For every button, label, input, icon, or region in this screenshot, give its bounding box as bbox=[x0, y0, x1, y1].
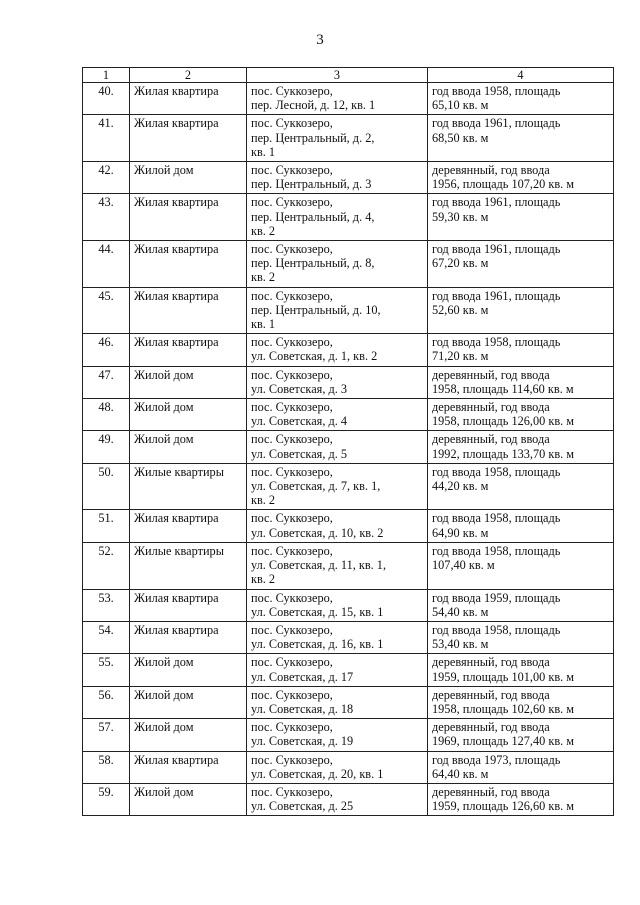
row-number: 59. bbox=[83, 783, 130, 815]
description-line: год ввода 1958, площадь bbox=[432, 622, 561, 637]
row-number: 49. bbox=[83, 431, 130, 463]
object-type: Жилая квартира bbox=[130, 589, 247, 621]
address-line: пос. Суккозеро, bbox=[251, 116, 333, 131]
row-number: 48. bbox=[83, 399, 130, 431]
address-line: пер. Центральный, д. 4, bbox=[251, 209, 375, 224]
object-type: Жилая квартира bbox=[130, 751, 247, 783]
table-row bbox=[83, 83, 614, 115]
table-row bbox=[83, 115, 614, 162]
address-line: пос. Суккозеро, bbox=[251, 543, 333, 558]
page-number: 3 bbox=[316, 32, 324, 48]
description-line: 1959, площадь 126,60 кв. м bbox=[432, 799, 575, 814]
description-line: год ввода 1961, площадь bbox=[432, 242, 561, 257]
description-line: 1956, площадь 107,20 кв. м bbox=[432, 177, 575, 192]
description-line: 52,60 кв. м bbox=[432, 302, 489, 317]
address-line: пер. Центральный, д. 8, bbox=[251, 256, 375, 271]
row-number: 41. bbox=[83, 115, 130, 162]
table-header-row bbox=[83, 68, 614, 83]
object-type: Жилая квартира bbox=[130, 241, 247, 288]
header-cell-4: 4 bbox=[428, 68, 614, 83]
description-line: 68,50 кв. м bbox=[432, 130, 489, 145]
table-row bbox=[83, 542, 614, 589]
table-row bbox=[83, 751, 614, 783]
object-description bbox=[428, 366, 614, 398]
description-line: 1958, площадь 114,60 кв. м bbox=[432, 381, 574, 396]
description-line: 107,40 кв. м bbox=[432, 558, 495, 573]
object-description bbox=[428, 83, 614, 115]
object-address bbox=[247, 751, 428, 783]
header-cell-2: 2 bbox=[130, 68, 247, 83]
address-line: кв. 2 bbox=[251, 270, 276, 285]
object-address bbox=[247, 621, 428, 653]
object-type: Жилая квартира bbox=[130, 334, 247, 366]
address-line: пос. Суккозеро, bbox=[251, 288, 333, 303]
object-address bbox=[247, 334, 428, 366]
object-type: Жилой дом bbox=[130, 366, 247, 398]
object-description bbox=[428, 241, 614, 288]
description-line: 1992, площадь 133,70 кв. м bbox=[432, 446, 575, 461]
address-line: пос. Суккозеро, bbox=[251, 400, 333, 415]
row-number: 42. bbox=[83, 162, 130, 194]
address-line: пер. Центральный, д. 10, bbox=[251, 302, 381, 317]
table-row bbox=[83, 621, 614, 653]
object-description bbox=[428, 287, 614, 334]
address-line: пос. Суккозеро, bbox=[251, 622, 333, 637]
row-number: 58. bbox=[83, 751, 130, 783]
address-line: ул. Советская, д. 16, кв. 1 bbox=[251, 637, 384, 652]
table-row bbox=[83, 287, 614, 334]
row-number: 45. bbox=[83, 287, 130, 334]
object-description bbox=[428, 463, 614, 510]
table-row bbox=[83, 241, 614, 288]
table-row bbox=[83, 431, 614, 463]
description-line: деревянный, год ввода bbox=[432, 163, 550, 178]
description-line: 64,90 кв. м bbox=[432, 525, 489, 540]
description-line: деревянный, год ввода bbox=[432, 655, 550, 670]
description-line: 1958, площадь 102,60 кв. м bbox=[432, 701, 575, 716]
table-row bbox=[83, 399, 614, 431]
header-cell-1: 1 bbox=[83, 68, 130, 83]
description-line: 59,30 кв. м bbox=[432, 209, 489, 224]
table-row bbox=[83, 589, 614, 621]
description-line: год ввода 1961, площадь bbox=[432, 288, 561, 303]
address-line: пос. Суккозеро, bbox=[251, 590, 333, 605]
description-line: год ввода 1958, площадь bbox=[432, 511, 561, 526]
object-address bbox=[247, 366, 428, 398]
object-description bbox=[428, 162, 614, 194]
object-address bbox=[247, 241, 428, 288]
table-row bbox=[83, 194, 614, 241]
address-line: кв. 1 bbox=[251, 317, 276, 332]
row-number: 56. bbox=[83, 686, 130, 718]
row-number: 51. bbox=[83, 510, 130, 542]
row-number: 43. bbox=[83, 194, 130, 241]
address-line: ул. Советская, д. 7, кв. 1, bbox=[251, 479, 381, 494]
address-line: пер. Лесной, д. 12, кв. 1 bbox=[251, 98, 376, 113]
row-number: 53. bbox=[83, 589, 130, 621]
object-address bbox=[247, 194, 428, 241]
object-type: Жилой дом bbox=[130, 162, 247, 194]
row-number: 40. bbox=[83, 83, 130, 115]
object-address bbox=[247, 589, 428, 621]
description-line: год ввода 1958, площадь bbox=[432, 84, 561, 98]
object-description bbox=[428, 686, 614, 718]
object-description bbox=[428, 115, 614, 162]
object-type: Жилой дом bbox=[130, 399, 247, 431]
object-type: Жилая квартира bbox=[130, 115, 247, 162]
address-line: кв. 2 bbox=[251, 572, 276, 587]
description-line: 1958, площадь 126,00 кв. м bbox=[432, 414, 575, 429]
address-line: пос. Суккозеро, bbox=[251, 511, 333, 526]
object-type: Жилая квартира bbox=[130, 510, 247, 542]
object-address bbox=[247, 654, 428, 686]
object-type: Жилой дом bbox=[130, 783, 247, 815]
object-description bbox=[428, 334, 614, 366]
address-line: пос. Суккозеро, bbox=[251, 335, 333, 350]
object-address bbox=[247, 686, 428, 718]
row-number: 44. bbox=[83, 241, 130, 288]
description-line: деревянный, год ввода bbox=[432, 400, 550, 415]
object-type: Жилая квартира bbox=[130, 621, 247, 653]
object-type: Жилой дом bbox=[130, 686, 247, 718]
description-line: год ввода 1961, площадь bbox=[432, 195, 561, 210]
address-line: пер. Центральный, д. 2, bbox=[251, 130, 375, 145]
object-type: Жилые квартиры bbox=[130, 463, 247, 510]
description-line: деревянный, год ввода bbox=[432, 432, 550, 447]
table-row bbox=[83, 654, 614, 686]
row-number: 55. bbox=[83, 654, 130, 686]
address-line: ул. Советская, д. 11, кв. 1, bbox=[251, 558, 387, 573]
table-row bbox=[83, 162, 614, 194]
object-address bbox=[247, 399, 428, 431]
description-line: 1959, площадь 101,00 кв. м bbox=[432, 669, 575, 684]
description-line: год ввода 1961, площадь bbox=[432, 116, 561, 131]
address-line: пос. Суккозеро, bbox=[251, 163, 333, 178]
object-address bbox=[247, 115, 428, 162]
header-cell-3: 3 bbox=[247, 68, 428, 83]
description-line: год ввода 1958, площадь bbox=[432, 543, 561, 558]
description-line: год ввода 1958, площадь bbox=[432, 335, 561, 350]
address-line: пос. Суккозеро, bbox=[251, 432, 333, 447]
row-number: 57. bbox=[83, 719, 130, 751]
row-number: 50. bbox=[83, 463, 130, 510]
table-row bbox=[83, 719, 614, 751]
address-line: ул. Советская, д. 5 bbox=[251, 446, 348, 461]
object-address bbox=[247, 463, 428, 510]
address-line: пос. Суккозеро, bbox=[251, 464, 333, 479]
address-line: ул. Советская, д. 10, кв. 2 bbox=[251, 525, 384, 540]
row-number: 46. bbox=[83, 334, 130, 366]
row-number: 52. bbox=[83, 542, 130, 589]
object-description bbox=[428, 783, 614, 815]
object-address bbox=[247, 510, 428, 542]
description-line: деревянный, год ввода bbox=[432, 784, 550, 799]
description-line: год ввода 1973, площадь bbox=[432, 752, 561, 767]
description-line: 71,20 кв. м bbox=[432, 349, 489, 364]
address-line: пос. Суккозеро, bbox=[251, 84, 333, 98]
description-line: 53,40 кв. м bbox=[432, 637, 489, 652]
address-line: пос. Суккозеро, bbox=[251, 655, 333, 670]
address-line: ул. Советская, д. 1, кв. 2 bbox=[251, 349, 378, 364]
object-type: Жилой дом bbox=[130, 719, 247, 751]
object-description bbox=[428, 510, 614, 542]
address-line: ул. Советская, д. 4 bbox=[251, 414, 348, 429]
address-line: кв. 1 bbox=[251, 144, 276, 159]
object-description bbox=[428, 621, 614, 653]
address-line: ул. Советская, д. 19 bbox=[251, 734, 354, 749]
description-line: 64,40 кв. м bbox=[432, 766, 489, 781]
address-line: пос. Суккозеро, bbox=[251, 784, 333, 799]
address-line: пос. Суккозеро, bbox=[251, 367, 333, 382]
object-description bbox=[428, 399, 614, 431]
address-line: ул. Советская, д. 3 bbox=[251, 381, 348, 396]
description-line: год ввода 1959, площадь bbox=[432, 590, 561, 605]
object-address bbox=[247, 162, 428, 194]
object-description bbox=[428, 751, 614, 783]
address-line: пос. Суккозеро, bbox=[251, 752, 333, 767]
object-description bbox=[428, 542, 614, 589]
object-address bbox=[247, 431, 428, 463]
address-line: ул. Советская, д. 17 bbox=[251, 669, 354, 684]
object-address bbox=[247, 287, 428, 334]
object-address bbox=[247, 83, 428, 115]
address-line: пос. Суккозеро, bbox=[251, 242, 333, 257]
object-type: Жилая квартира bbox=[130, 287, 247, 334]
address-line: кв. 2 bbox=[251, 223, 276, 238]
address-line: ул. Советская, д. 25 bbox=[251, 799, 354, 814]
description-line: деревянный, год ввода bbox=[432, 720, 550, 735]
description-line: 54,40 кв. м bbox=[432, 604, 489, 619]
table-row bbox=[83, 366, 614, 398]
object-type: Жилые квартиры bbox=[130, 542, 247, 589]
row-number: 54. bbox=[83, 621, 130, 653]
row-number: 47. bbox=[83, 366, 130, 398]
object-type: Жилая квартира bbox=[130, 194, 247, 241]
object-type: Жилая квартира bbox=[130, 83, 247, 115]
description-line: 44,20 кв. м bbox=[432, 479, 489, 494]
address-line: ул. Советская, д. 18 bbox=[251, 701, 354, 716]
address-line: пос. Суккозеро, bbox=[251, 195, 333, 210]
object-description bbox=[428, 431, 614, 463]
table-row bbox=[83, 783, 614, 815]
address-line: ул. Советская, д. 20, кв. 1 bbox=[251, 766, 384, 781]
object-address bbox=[247, 719, 428, 751]
property-table bbox=[82, 67, 614, 816]
object-description bbox=[428, 194, 614, 241]
object-address bbox=[247, 783, 428, 815]
table-row bbox=[83, 686, 614, 718]
address-line: пер. Центральный, д. 3 bbox=[251, 177, 372, 192]
description-line: 65,10 кв. м bbox=[432, 98, 489, 113]
table-row bbox=[83, 334, 614, 366]
address-line: пос. Суккозеро, bbox=[251, 720, 333, 735]
description-line: год ввода 1958, площадь bbox=[432, 464, 561, 479]
object-description bbox=[428, 654, 614, 686]
table-row bbox=[83, 510, 614, 542]
object-type: Жилой дом bbox=[130, 654, 247, 686]
object-description bbox=[428, 589, 614, 621]
description-line: деревянный, год ввода bbox=[432, 367, 550, 382]
description-line: 1969, площадь 127,40 кв. м bbox=[432, 734, 575, 749]
description-line: деревянный, год ввода bbox=[432, 687, 550, 702]
address-line: ул. Советская, д. 15, кв. 1 bbox=[251, 604, 384, 619]
object-address bbox=[247, 542, 428, 589]
description-line: 67,20 кв. м bbox=[432, 256, 489, 271]
table-row bbox=[83, 463, 614, 510]
object-description bbox=[428, 719, 614, 751]
table-body bbox=[83, 68, 614, 816]
address-line: пос. Суккозеро, bbox=[251, 687, 333, 702]
address-line: кв. 2 bbox=[251, 493, 276, 508]
object-type: Жилой дом bbox=[130, 431, 247, 463]
